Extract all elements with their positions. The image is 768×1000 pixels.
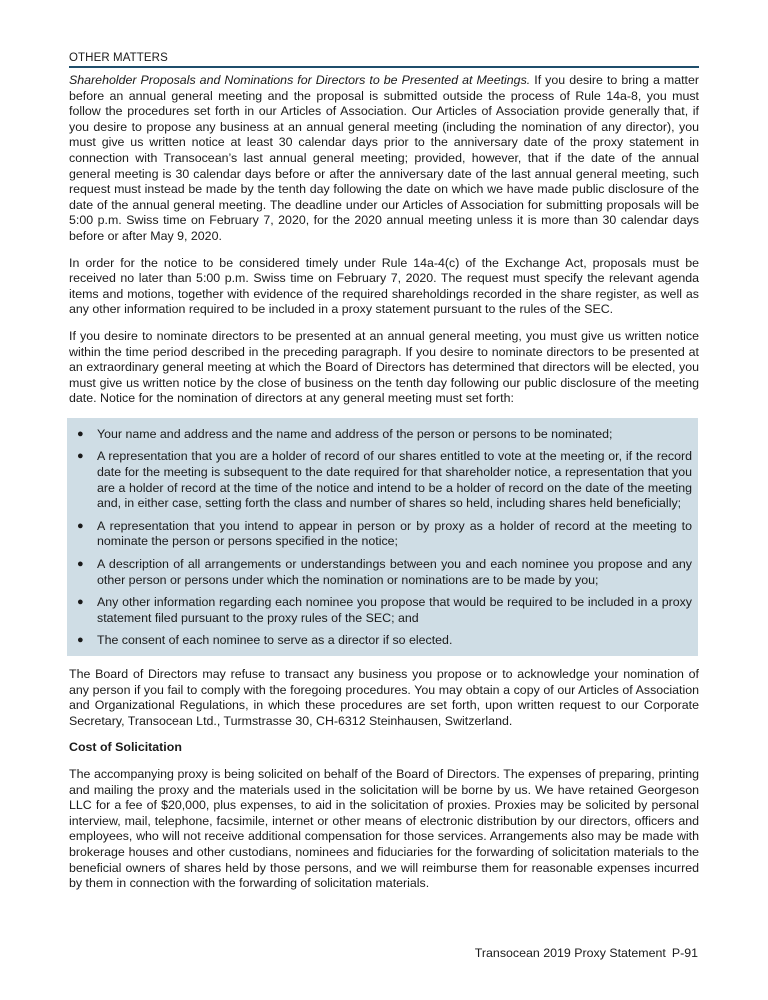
page-number: P-91 bbox=[671, 946, 698, 960]
list-item bbox=[67, 595, 698, 626]
list-item bbox=[67, 449, 698, 511]
document-page bbox=[69, 52, 699, 892]
cost-of-solicitation-paragraph: The accompanying proxy is being solicited on behalf of the Board of Directors. The expenses of preparing, printing and mailing the proxy and the materials used in the solicitation will be borne by us. We have retained Georgeson LLC for a fee of $20,000, plus expenses, to aid in the solicitation of proxies. Proxies may be solicited by personal interview, mail, telephone, facsimile, internet or other means of electronic distribution by our directors, officers and employees, who will not receive additional compensation for those services. Arrangements also may be made with brokerage houses and other custodians, nominees and fiduciaries for the forwarding of solicitation materials to the beneficial owners of shares held by those persons, and we will reimburse them for reasonable expenses incurred by them in connection with the forwarding of solicitation materials. bbox=[69, 766, 699, 891]
list-item-text: Your name and address and the name and address of the person or persons to be nominated; bbox=[97, 426, 613, 441]
nominate-directors-paragraph: If you desire to nominate directors to be presented at an annual general meeting, you must give us written notice within the time period described in the preceding paragraph. If you desire to nominate directors to be presented at an extraordinary general meeting at which the Board of Directors has determined that directors will be elected, you must give us written notice by the close of business on the tenth day following our public disclosure of the meeting date. Notice for the nomination of directors at any general meeting must set forth: bbox=[69, 328, 699, 406]
cost-of-solicitation-heading: Cost of Solicitation bbox=[69, 740, 182, 755]
footer-document-title: Transocean 2019 Proxy Statement bbox=[474, 946, 666, 960]
list-item bbox=[67, 557, 698, 588]
bullet-icon: ● bbox=[77, 450, 84, 463]
bullet-icon: ● bbox=[77, 634, 84, 647]
notice-requirements-list bbox=[67, 427, 698, 649]
list-item-text: A representation that you are a holder of record of our shares entitled to vote at the meeting or, if the record date for the meeting is subsequent to the date required for that shareholder notice, a representation that you are a holder of record at the time of the notice and intend to be a holder of record on the date of the meeting and, in either case, setting forth the class and number of shares so held, including shares held beneficially; bbox=[97, 449, 692, 511]
paragraph-lead-heading: Shareholder Proposals and Nominations for Directors to be Presented at Meetings. bbox=[69, 73, 531, 87]
list-item-text: Any other information regarding each nominee you propose that would be required to be included in a proxy statement filed pursuant to the proxy rules of the SEC; and bbox=[97, 595, 692, 625]
list-item bbox=[67, 633, 698, 649]
list-item-text: The consent of each nominee to serve as a director if so elected. bbox=[97, 633, 453, 648]
page-footer bbox=[475, 946, 698, 960]
paragraph-body: If you desire to bring a matter before an annual general meeting and the proposal is submitted outside the process of Rule 14a-8, you must follow the procedures set forth in our Articles of Association. Our Articles of Association provide generally that, if you desire to propose any business at an annual general meeting (including the nomination of any director), you must give us written notice at least 30 calendar days prior to the anniversary date of the proxy statement in connection with Transocean’s last annual general meeting; provided, however, that if the date of the annual general meeting is 30 calendar days before or after the anniversary date of the last annual general meeting, such request must instead be made by the tenth day following the date on which we have made public disclosure of the date of the annual general meeting. The deadline under our Articles of Association for submitting proposals will be 5:00 p.m. Swiss time on February 7, 2020, for the 2020 annual meeting unless it is more than 30 calendar days before or after May 9, 2020. bbox=[69, 73, 699, 243]
list-item-text: A representation that you intend to appear in person or by proxy as a holder of record at the meeting to nominate the person or persons specified in the notice; bbox=[97, 518, 692, 549]
board-refusal-paragraph: The Board of Directors may refuse to transact any business you propose or to acknowledge your nomination of any person if you fail to comply with the foregoing procedures. You may obtain a copy of our Articles of Association and Organizational Regulations, in which these procedures are set forth, upon written request to our Corporate Secretary, Transocean Ltd., Turmstrasse 30, CH-6312 Steinhausen, Switzerland. bbox=[69, 667, 699, 728]
list-item-text: A description of all arrangements or understandings between you and each nominee you propose and any other person or persons under which the nomination or nominations are to be made by you; bbox=[97, 557, 692, 587]
notice-requirements-box bbox=[67, 418, 698, 656]
list-item bbox=[67, 519, 698, 550]
section-header: OTHER MATTERS bbox=[69, 52, 699, 68]
bullet-icon: ● bbox=[77, 596, 84, 609]
bullet-icon: ● bbox=[77, 427, 84, 440]
shareholder-proposals-paragraph bbox=[69, 73, 699, 245]
bullet-icon: ● bbox=[77, 519, 84, 532]
bullet-icon: ● bbox=[77, 558, 84, 571]
list-item bbox=[67, 427, 698, 443]
timely-notice-paragraph: In order for the notice to be considered timely under Rule 14a-4(c) of the Exchange Act, proposals must be received no later than 5:00 p.m. Swiss time on February 7, 2020. The request must specify the relevant agenda items and motions, together with evidence of the required shareholdings recorded in the share register, as well as any other information required to be included in a proxy statement pursuant to the rules of the SEC. bbox=[69, 255, 699, 317]
